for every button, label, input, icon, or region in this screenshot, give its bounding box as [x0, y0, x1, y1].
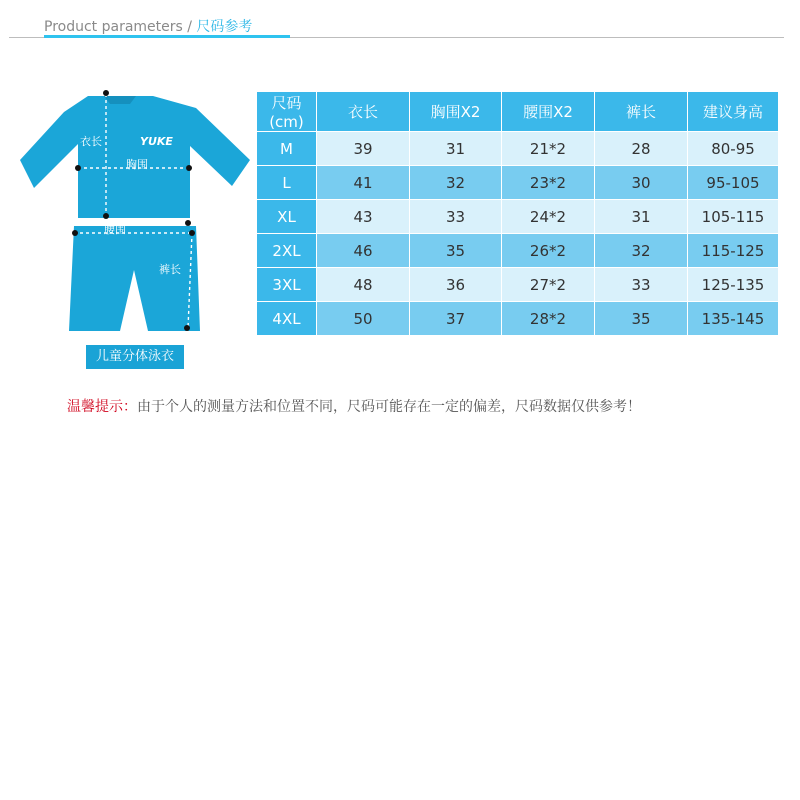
swimsuit-shorts: [69, 226, 200, 331]
table-cell: 27*2: [502, 268, 595, 302]
table-cell: 35: [595, 302, 688, 336]
header-pants-length: 裤长: [595, 92, 688, 132]
page-header: [0, 0, 800, 40]
table-cell: 28*2: [502, 302, 595, 336]
table-cell: 24*2: [502, 200, 595, 234]
label-length: 衣长: [80, 135, 102, 148]
table-row: [257, 268, 779, 302]
table-row: [257, 302, 779, 336]
table-cell: 30: [595, 166, 688, 200]
label-chest: 胸围: [126, 158, 148, 171]
header-title-cn: 尺码参考: [191, 19, 253, 35]
table-header-row: [257, 92, 779, 132]
table-cell: L: [257, 166, 317, 200]
measure-dot: [75, 165, 81, 171]
table-cell: 48: [317, 268, 410, 302]
table-cell: 23*2: [502, 166, 595, 200]
table-cell: 135-145: [688, 302, 779, 336]
measure-dot: [186, 165, 192, 171]
table-row: [257, 132, 779, 166]
header-chest: 胸围X2: [410, 92, 502, 132]
table-cell: 26*2: [502, 234, 595, 268]
table-cell: 4XL: [257, 302, 317, 336]
table-cell: 125-135: [688, 268, 779, 302]
table-row: [257, 200, 779, 234]
table-cell: 36: [410, 268, 502, 302]
measure-dot: [189, 230, 195, 236]
table-cell: 28: [595, 132, 688, 166]
note-label: 温馨提示：: [67, 399, 137, 415]
measure-dot: [72, 230, 78, 236]
figure-caption: 儿童分体泳衣: [86, 345, 184, 369]
table-row: [257, 166, 779, 200]
header-title-en: Product parameters /: [44, 19, 192, 35]
header-waist: 腰围X2: [502, 92, 595, 132]
table-cell: 21*2: [502, 132, 595, 166]
table-cell: 95-105: [688, 166, 779, 200]
header-accent-bar: [44, 35, 290, 38]
swimsuit-illustration: [18, 88, 254, 340]
table-cell: 32: [595, 234, 688, 268]
table-cell: 33: [595, 268, 688, 302]
table-cell: 41: [317, 166, 410, 200]
brand-logo: YUKE: [140, 135, 173, 148]
label-pants-length: 裤长: [159, 263, 181, 276]
table-cell: 50: [317, 302, 410, 336]
table-cell: 105-115: [688, 200, 779, 234]
table-cell: 43: [317, 200, 410, 234]
label-waist: 腰围: [104, 223, 126, 236]
table-cell: M: [257, 132, 317, 166]
table-cell: XL: [257, 200, 317, 234]
table-cell: 115-125: [688, 234, 779, 268]
swimsuit-top: [20, 96, 250, 218]
table-cell: 31: [595, 200, 688, 234]
table-cell: 39: [317, 132, 410, 166]
table-cell: 3XL: [257, 268, 317, 302]
measure-dot: [103, 90, 109, 96]
table-cell: 46: [317, 234, 410, 268]
table-cell: 37: [410, 302, 502, 336]
table-row: [257, 234, 779, 268]
header-height: 建议身高: [688, 92, 779, 132]
size-note: [67, 396, 641, 416]
table-cell: 35: [410, 234, 502, 268]
table-cell: 32: [410, 166, 502, 200]
header-size: 尺码(cm): [257, 92, 317, 132]
table-cell: 31: [410, 132, 502, 166]
measure-dot: [184, 325, 190, 331]
table-cell: 80-95: [688, 132, 779, 166]
header-length: 衣长: [317, 92, 410, 132]
note-text: 由于个人的测量方法和位置不同，尺码可能存在一定的偏差，尺码数据仅供参考！: [137, 399, 641, 415]
measure-dot: [103, 213, 109, 219]
measure-dot: [185, 220, 191, 226]
size-chart-table: [256, 91, 779, 336]
header-title: [44, 16, 252, 36]
table-cell: 33: [410, 200, 502, 234]
table-cell: 2XL: [257, 234, 317, 268]
